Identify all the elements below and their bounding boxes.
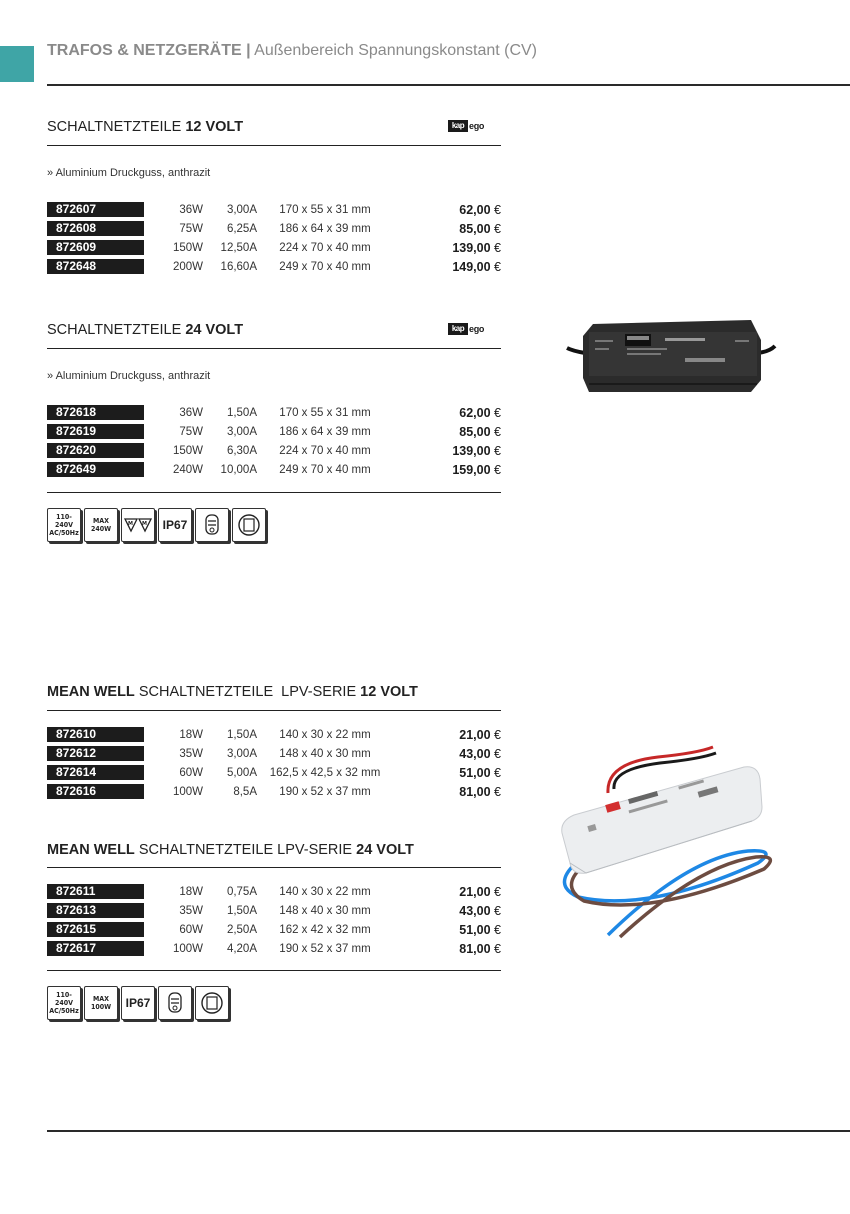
input-frequency-text: AC/50Hz <box>49 529 79 537</box>
dimensions: 170 x 55 x 31 mm <box>279 407 371 419</box>
table-row <box>47 221 501 237</box>
currency: € <box>494 222 501 236</box>
wattage: 36W <box>179 407 203 419</box>
logo-box: kap <box>448 120 468 132</box>
price <box>411 941 501 957</box>
max-power-text: 100W <box>90 1003 112 1011</box>
sku: 872615 <box>47 922 144 937</box>
logo-box: kap <box>448 323 468 335</box>
current: 1,50A <box>226 905 257 917</box>
price-value: 62,00 <box>459 406 491 420</box>
input-voltage-text: 110-240V <box>54 513 74 529</box>
current: 12,50A <box>220 242 257 254</box>
table-row <box>47 884 501 900</box>
safety-transformer-icon <box>232 508 266 542</box>
dimensions: 190 x 52 x 37 mm <box>279 786 371 798</box>
svg-text:M: M <box>128 521 133 527</box>
input-frequency-text: AC/50Hz <box>49 1007 79 1015</box>
current: 4,20A <box>226 943 257 955</box>
section-title-bold: 24 VOLT <box>185 322 244 338</box>
dimensions: 140 x 30 x 22 mm <box>279 886 371 898</box>
accent-tab <box>0 46 34 82</box>
max-label: MAX <box>92 517 109 525</box>
currency: € <box>494 463 501 477</box>
price-value: 85,00 <box>459 222 491 236</box>
logo-text: ego <box>469 324 485 334</box>
price <box>411 746 501 762</box>
table-row <box>47 746 501 762</box>
ip-rating-text: IP67 <box>162 518 188 532</box>
price <box>411 727 501 743</box>
currency: € <box>494 785 501 799</box>
dimensions: 249 x 70 x 40 mm <box>279 261 371 273</box>
current: 16,60A <box>220 261 257 273</box>
table-row <box>47 765 501 781</box>
sku: 872616 <box>47 784 144 799</box>
wattage: 35W <box>179 748 203 760</box>
table-end-rule <box>47 970 501 971</box>
header-category: TRAFOS & NETZGERÄTE <box>47 42 242 59</box>
ip67-symbol <box>158 508 192 542</box>
price-value: 159,00 <box>452 463 491 477</box>
kapego-driver-image <box>565 318 777 396</box>
price <box>411 784 501 800</box>
wattage: 36W <box>179 204 203 216</box>
price-value: 149,00 <box>452 260 491 274</box>
wattage: 100W <box>172 943 203 955</box>
ip67-symbol <box>121 986 155 1020</box>
safety-transformer-icon <box>195 986 229 1020</box>
currency: € <box>494 444 501 458</box>
current: 3,00A <box>226 204 257 216</box>
price <box>411 424 501 440</box>
current: 5,00A <box>226 767 257 779</box>
price-value: 21,00 <box>459 728 491 742</box>
wattage: 100W <box>172 786 203 798</box>
sku: 872648 <box>47 259 144 274</box>
mm-mounting-icon <box>121 508 155 542</box>
protection-class-icon <box>195 508 229 542</box>
price <box>411 443 501 459</box>
currency: € <box>494 923 501 937</box>
input-voltage-symbol <box>47 986 81 1020</box>
price <box>411 462 501 478</box>
wattage: 35W <box>179 905 203 917</box>
dimensions: 186 x 64 x 39 mm <box>279 223 371 235</box>
svg-text:M: M <box>142 521 147 527</box>
price-value: 85,00 <box>459 425 491 439</box>
section-title-prefix: SCHALTNETZTEILE <box>47 322 182 338</box>
header-subcategory: Außenbereich Spannungskonstant (CV) <box>254 42 538 59</box>
dimensions: 249 x 70 x 40 mm <box>279 464 371 476</box>
currency: € <box>494 747 501 761</box>
currency: € <box>494 766 501 780</box>
spec-symbols <box>47 986 237 1024</box>
brand-name: MEAN WELL <box>47 684 135 700</box>
table-row <box>47 922 501 938</box>
wattage: 60W <box>179 767 203 779</box>
wattage: 150W <box>172 445 203 457</box>
table-row <box>47 941 501 957</box>
price <box>411 903 501 919</box>
section-title-24v <box>47 322 243 338</box>
meanwell-lpv-image <box>548 745 783 945</box>
section-title-meanwell-12v <box>47 684 418 700</box>
dimensions: 170 x 55 x 31 mm <box>279 204 371 216</box>
price-value: 139,00 <box>452 241 491 255</box>
wattage: 18W <box>179 886 203 898</box>
input-voltage-symbol <box>47 508 81 542</box>
current: 3,00A <box>226 426 257 438</box>
table-end-rule <box>47 492 501 493</box>
section-title-bold: 24 VOLT <box>356 842 414 858</box>
price <box>411 221 501 237</box>
sku: 872618 <box>47 405 144 420</box>
price-value: 21,00 <box>459 885 491 899</box>
currency: € <box>494 904 501 918</box>
wattage: 75W <box>179 426 203 438</box>
sku: 872617 <box>47 941 144 956</box>
current: 8,5A <box>233 786 257 798</box>
max-power-text: 240W <box>90 525 112 533</box>
sku: 872607 <box>47 202 144 217</box>
price <box>411 259 501 275</box>
section-title-prefix: SCHALTNETZTEILE <box>47 119 182 135</box>
table-row <box>47 443 501 459</box>
kapego-logo <box>448 323 496 337</box>
current: 6,25A <box>226 223 257 235</box>
section-note: » Aluminium Druckguss, anthrazit <box>47 167 211 179</box>
spec-symbols <box>47 508 277 546</box>
wattage: 200W <box>172 261 203 273</box>
price <box>411 765 501 781</box>
currency: € <box>494 260 501 274</box>
price <box>411 405 501 421</box>
current: 2,50A <box>226 924 257 936</box>
sku: 872619 <box>47 424 144 439</box>
table-row <box>47 903 501 919</box>
wattage: 150W <box>172 242 203 254</box>
dimensions: 148 x 40 x 30 mm <box>279 905 371 917</box>
currency: € <box>494 728 501 742</box>
price-value: 62,00 <box>459 203 491 217</box>
table-row <box>47 202 501 218</box>
sku: 872614 <box>47 765 144 780</box>
price-value: 81,00 <box>459 942 491 956</box>
dimensions: 140 x 30 x 22 mm <box>279 729 371 741</box>
ip-rating-text: IP67 <box>125 996 151 1010</box>
dimensions: 148 x 40 x 30 mm <box>279 748 371 760</box>
table-row <box>47 462 501 478</box>
table-row <box>47 727 501 743</box>
logo-text: ego <box>469 121 485 131</box>
section-note: » Aluminium Druckguss, anthrazit <box>47 370 211 382</box>
currency: € <box>494 406 501 420</box>
brand-name: MEAN WELL <box>47 842 135 858</box>
price <box>411 884 501 900</box>
price-value: 43,00 <box>459 747 491 761</box>
table-row <box>47 240 501 256</box>
dimensions: 162,5 x 42,5 x 32 mm <box>269 767 381 779</box>
price <box>411 922 501 938</box>
section-title-meanwell-24v <box>47 842 414 858</box>
sku: 872611 <box>47 884 144 899</box>
max-power-symbol <box>84 508 118 542</box>
section-title-12v <box>47 119 243 135</box>
currency: € <box>494 241 501 255</box>
dimensions: 190 x 52 x 37 mm <box>279 943 371 955</box>
section-rule <box>47 867 501 868</box>
table-row <box>47 784 501 800</box>
section-title-prefix: SCHALTNETZTEILE LPV-SERIE <box>138 684 357 700</box>
sku: 872612 <box>47 746 144 761</box>
price-value: 51,00 <box>459 766 491 780</box>
sku: 872610 <box>47 727 144 742</box>
section-rule <box>47 348 501 349</box>
wattage: 60W <box>179 924 203 936</box>
current: 3,00A <box>226 748 257 760</box>
sku: 872613 <box>47 903 144 918</box>
table-row <box>47 405 501 421</box>
sku: 872620 <box>47 443 144 458</box>
page-header <box>47 42 537 60</box>
price-value: 139,00 <box>452 444 491 458</box>
footer-rule <box>47 1130 850 1132</box>
current: 6,30A <box>226 445 257 457</box>
sku: 872649 <box>47 462 144 477</box>
sku: 872609 <box>47 240 144 255</box>
header-rule <box>47 84 850 86</box>
price-value: 43,00 <box>459 904 491 918</box>
section-title-prefix: SCHALTNETZTEILE LPV-SERIE <box>138 842 353 858</box>
dimensions: 224 x 70 x 40 mm <box>279 242 371 254</box>
current: 1,50A <box>226 729 257 741</box>
wattage: 18W <box>179 729 203 741</box>
section-rule <box>47 145 501 146</box>
kapego-logo <box>448 120 496 134</box>
currency: € <box>494 425 501 439</box>
currency: € <box>494 942 501 956</box>
current: 1,50A <box>226 407 257 419</box>
currency: € <box>494 885 501 899</box>
price <box>411 240 501 256</box>
protection-class-icon <box>158 986 192 1020</box>
header-separator: | <box>246 42 251 59</box>
dimensions: 162 x 42 x 32 mm <box>279 924 371 936</box>
table-row <box>47 259 501 275</box>
price <box>411 202 501 218</box>
sku: 872608 <box>47 221 144 236</box>
wattage: 240W <box>172 464 203 476</box>
price-value: 81,00 <box>459 785 491 799</box>
max-power-symbol <box>84 986 118 1020</box>
dimensions: 186 x 64 x 39 mm <box>279 426 371 438</box>
section-title-bold: 12 VOLT <box>185 119 244 135</box>
wattage: 75W <box>179 223 203 235</box>
input-voltage-text: 110-240V <box>54 991 74 1007</box>
currency: € <box>494 203 501 217</box>
max-label: MAX <box>92 995 109 1003</box>
current: 0,75A <box>226 886 257 898</box>
section-rule <box>47 710 501 711</box>
section-title-bold: 12 VOLT <box>360 684 418 700</box>
dimensions: 224 x 70 x 40 mm <box>279 445 371 457</box>
current: 10,00A <box>220 464 257 476</box>
price-value: 51,00 <box>459 923 491 937</box>
table-row <box>47 424 501 440</box>
